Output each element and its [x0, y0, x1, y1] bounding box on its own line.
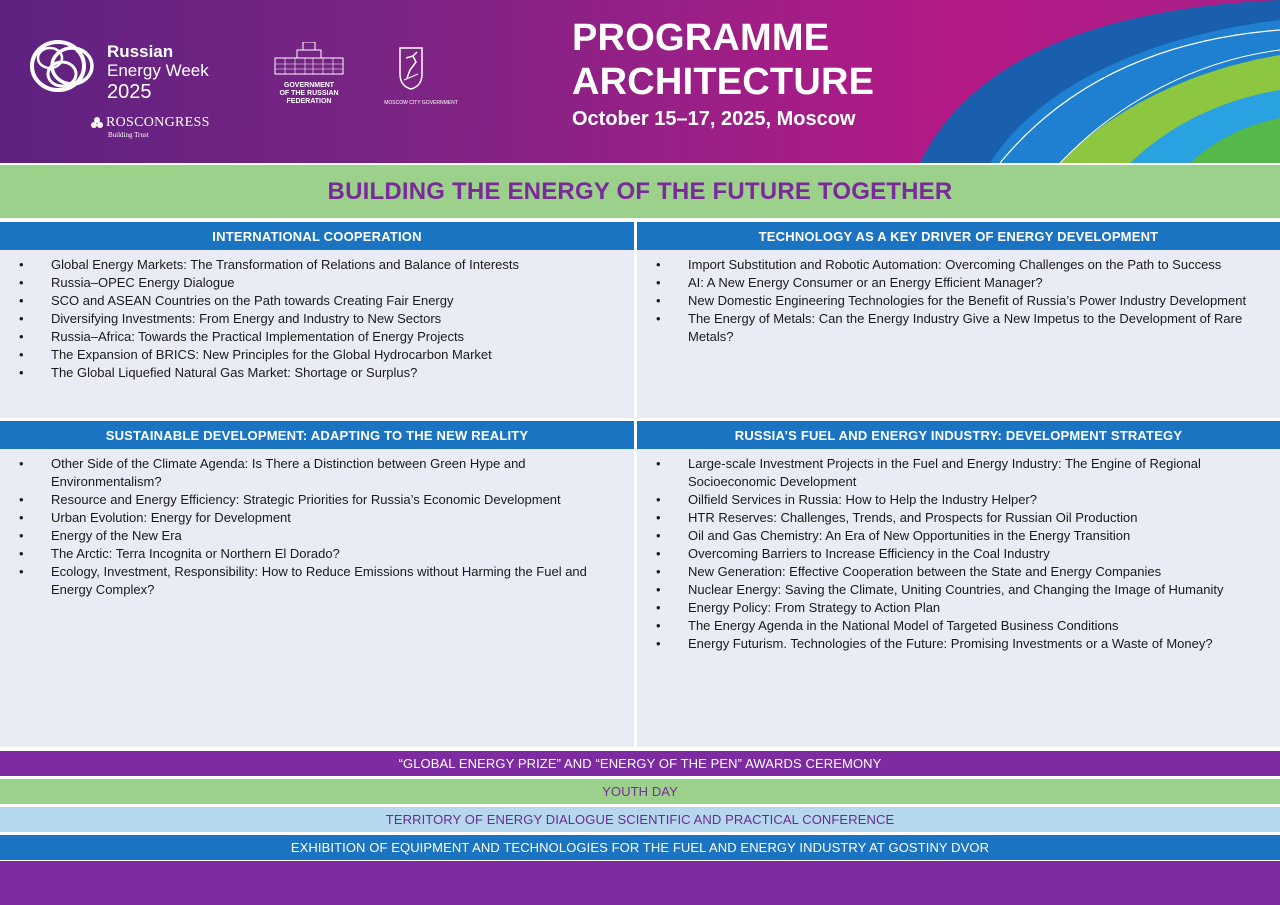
- moscow-label: MOSCOW CITY GOVERNMENT: [384, 100, 458, 106]
- section-technology: [637, 222, 1280, 418]
- list-item: • The Energy Agenda in the National Model of Targeted Business Conditions: [637, 617, 1280, 635]
- list-item: • Other Side of the Climate Agenda: Is There a Distinction between Green Hype and Environmentalism?: [0, 455, 634, 491]
- brand-line1: Russian: [107, 42, 174, 61]
- section-list: [637, 256, 1280, 346]
- list-item: • The Expansion of BRICS: New Principles for the Global Hydrocarbon Market: [0, 346, 634, 364]
- list-item: • Oil and Gas Chemistry: An Era of New Opportunities in the Energy Transition: [637, 527, 1280, 545]
- title-line2: ARCHITECTURE: [572, 61, 875, 103]
- government-building-icon: [273, 42, 345, 76]
- list-item: • Ecology, Investment, Responsibility: How to Reduce Emissions without Harming the Fuel and Energy Complex?: [0, 563, 634, 599]
- section-title: RUSSIA’S FUEL AND ENERGY INDUSTRY: DEVELOPMENT STRATEGY: [637, 421, 1280, 449]
- slogan-banner: BUILDING THE ENERGY OF THE FUTURE TOGETHER: [0, 165, 1280, 218]
- list-item: • Diversifying Investments: From Energy and Industry to New Sectors: [0, 310, 634, 328]
- list-item: • The Arctic: Terra Incognita or Northern El Dorado?: [0, 545, 634, 563]
- youth-day-bar: YOUTH DAY: [0, 779, 1280, 804]
- rew-brand-text: [107, 43, 209, 102]
- section-title: TECHNOLOGY AS A KEY DRIVER OF ENERGY DEVELOPMENT: [637, 222, 1280, 250]
- list-item: • Energy of the New Era: [0, 527, 634, 545]
- list-item: • Russia–Africa: Towards the Practical Implementation of Energy Projects: [0, 328, 634, 346]
- list-item: • Energy Futurism. Technologies of the Future: Promising Investments or a Waste of Money?: [637, 635, 1280, 653]
- government-line1: GOVERNMENT: [283, 82, 335, 89]
- section-sustainable-development: [0, 421, 634, 747]
- awards-ceremony-bar: “GLOBAL ENERGY PRIZE” AND “ENERGY OF THE PEN” AWARDS CEREMONY: [0, 751, 1280, 776]
- list-item: • AI: A New Energy Consumer or an Energy Efficient Manager?: [637, 274, 1280, 292]
- list-item: • Oilfield Services in Russia: How to Help the Industry Helper?: [637, 491, 1280, 509]
- list-item: • HTR Reserves: Challenges, Trends, and Prospects for Russian Oil Production: [637, 509, 1280, 527]
- event-date: October 15–17, 2025, Moscow: [572, 108, 856, 130]
- section-list: [637, 455, 1280, 653]
- footer-band: [0, 861, 1280, 905]
- rew-logo-icon: [28, 36, 103, 98]
- roscongress-name: ROSCONGRESS: [106, 115, 210, 130]
- section-list: [0, 455, 634, 599]
- list-item: • Energy Policy: From Strategy to Action Plan: [637, 599, 1280, 617]
- section-title: SUSTAINABLE DEVELOPMENT: ADAPTING TO THE NEW REALITY: [0, 421, 634, 449]
- exhibition-bar: EXHIBITION OF EQUIPMENT AND TECHNOLOGIES FOR THE FUEL AND ENERGY INDUSTRY AT GOSTINY DVOR: [0, 835, 1280, 860]
- page-title: [572, 16, 874, 104]
- list-item: • The Energy of Metals: Can the Energy Industry Give a New Impetus to the Development of Rare Metals?: [637, 310, 1280, 346]
- section-fuel-energy-strategy: [637, 421, 1280, 747]
- moscow-emblem-icon: [398, 44, 424, 90]
- section-list: [0, 256, 634, 382]
- list-item: • Overcoming Barriers to Increase Efficiency in the Coal Industry: [637, 545, 1280, 563]
- list-item: • Global Energy Markets: The Transformation of Relations and Balance of Interests: [0, 256, 634, 274]
- section-title: INTERNATIONAL COOPERATION: [0, 222, 634, 250]
- list-item: • The Global Liquefied Natural Gas Market: Shortage or Surplus?: [0, 364, 634, 382]
- title-line1: PROGRAMME: [572, 17, 830, 59]
- government-label: [263, 82, 355, 106]
- conference-bar: TERRITORY OF ENERGY DIALOGUE SCIENTIFIC AND PRACTICAL CONFERENCE: [0, 807, 1280, 832]
- header: [0, 0, 1280, 163]
- roscongress-tagline: Building Trust: [108, 131, 149, 139]
- list-item: • New Generation: Effective Cooperation between the State and Energy Companies: [637, 563, 1280, 581]
- list-item: • Nuclear Energy: Saving the Climate, Uniting Countries, and Changing the Image of Humanity: [637, 581, 1280, 599]
- list-item: • New Domestic Engineering Technologies for the Benefit of Russia’s Power Industry Development: [637, 292, 1280, 310]
- list-item: • Import Substitution and Robotic Automation: Overcoming Challenges on the Path to Success: [637, 256, 1280, 274]
- list-item: • Large-scale Investment Projects in the Fuel and Energy Industry: The Engine of Regional Socioeconomic Development: [637, 455, 1280, 491]
- list-item: • Urban Evolution: Energy for Development: [0, 509, 634, 527]
- government-line3: FEDERATION: [286, 98, 332, 106]
- roscongress-icon: [90, 116, 104, 130]
- list-item: • Resource and Energy Efficiency: Strategic Priorities for Russia’s Economic Development: [0, 491, 634, 509]
- government-line2: OF THE RUSSIAN: [279, 90, 339, 98]
- section-international-cooperation: [0, 222, 634, 418]
- list-item: • Russia–OPEC Energy Dialogue: [0, 274, 634, 292]
- brand-line3: 2025: [107, 81, 152, 103]
- brand-line2: Energy Week: [107, 61, 209, 80]
- list-item: • SCO and ASEAN Countries on the Path towards Creating Fair Energy: [0, 292, 634, 310]
